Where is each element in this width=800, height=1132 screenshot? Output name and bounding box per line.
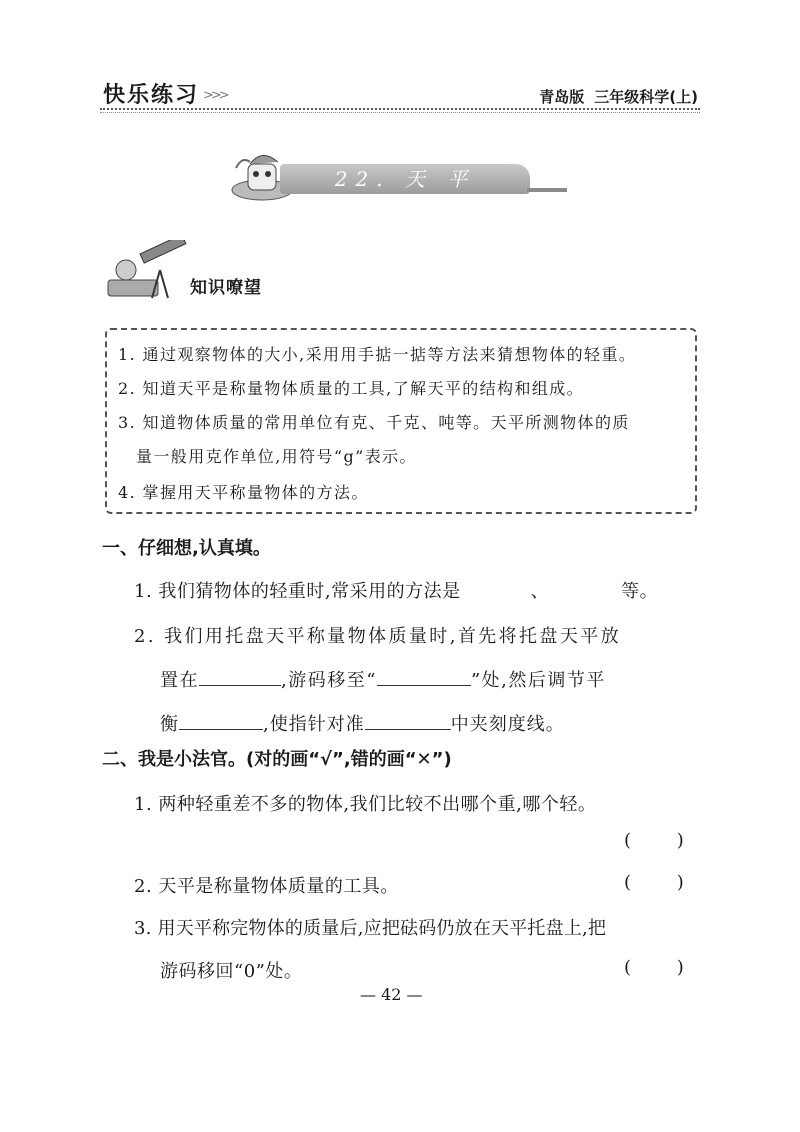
header-divider (100, 108, 700, 110)
knowledge-item: 3. 知道物体质量的常用单位有克、千克、吨等。天平所测物体的质 (118, 413, 630, 432)
banner-tail (527, 188, 567, 192)
separator: 、 (530, 581, 550, 602)
question-text: 置在 (160, 670, 199, 691)
answer-paren[interactable]: ( ) (624, 957, 684, 978)
header-divider-thin (100, 112, 700, 113)
knowledge-item: 量一般用克作单位,用符号“g”表示。 (136, 447, 417, 466)
question-1-2-line1: 2. 我们用托盘天平称量物体质量时,首先将托盘天平放 (134, 626, 622, 647)
edition-label: 青岛版 (539, 88, 585, 106)
answer-blank[interactable] (365, 711, 451, 730)
question-end: 等。 (621, 581, 659, 602)
answer-paren[interactable]: ( ) (624, 872, 684, 893)
judge-question-3-line1: 3. 用天平称完物体的质量后,应把砝码仍放在天平托盘上,把 (134, 918, 607, 939)
grade-label: 三年级科学(上) (594, 88, 698, 106)
section2-title: 二、我是小法官。(对的画“√”,错的画“✕”) (102, 749, 452, 770)
telescope-icon (104, 240, 190, 302)
question-1-2-line3 (160, 710, 565, 736)
lesson-title: 22. 天 平 (280, 164, 530, 194)
question-text: 中夹刻度线。 (450, 714, 565, 735)
question-text: 1. 我们猜物体的轻重时,常采用的方法是 (134, 581, 461, 602)
section1-title: 一、仔细想,认真填。 (102, 538, 271, 559)
judge-question-3-line2: 游码移回“0”处。 (160, 961, 303, 982)
judge-question-1: 1. 两种轻重差不多的物体,我们比较不出哪个重,哪个轻。 (134, 794, 597, 815)
judge-question-2: 2. 天平是称量物体质量的工具。 (134, 876, 399, 897)
knowledge-item: 2. 知道天平是称量物体质量的工具,了解天平的结构和组成。 (118, 379, 585, 398)
question-text: ”处,然后调节平 (470, 670, 606, 691)
question-text: ,游码移至“ (281, 670, 377, 691)
question-1-2-line2 (160, 666, 606, 692)
header-subtitle (539, 86, 698, 107)
knowledge-item: 1. 通过观察物体的大小,采用用手掂一掂等方法来猜想物体的轻重。 (118, 345, 637, 364)
question-text: 衡 (160, 714, 179, 735)
answer-blank[interactable] (199, 667, 281, 686)
knowledge-title: 知识嘹望 (190, 278, 262, 298)
knowledge-item: 4. 掌握用天平称量物体的方法。 (118, 483, 369, 502)
answer-blank[interactable] (179, 711, 263, 730)
answer-paren[interactable]: ( ) (624, 830, 684, 851)
page-number: — 42 — (360, 985, 423, 1004)
question-1-1 (134, 577, 658, 603)
answer-blank[interactable] (377, 667, 471, 686)
header-arrows-icon: >>> (203, 88, 227, 103)
question-text: ,使指针对准 (263, 714, 365, 735)
header-title: 快乐练习 (103, 83, 200, 108)
